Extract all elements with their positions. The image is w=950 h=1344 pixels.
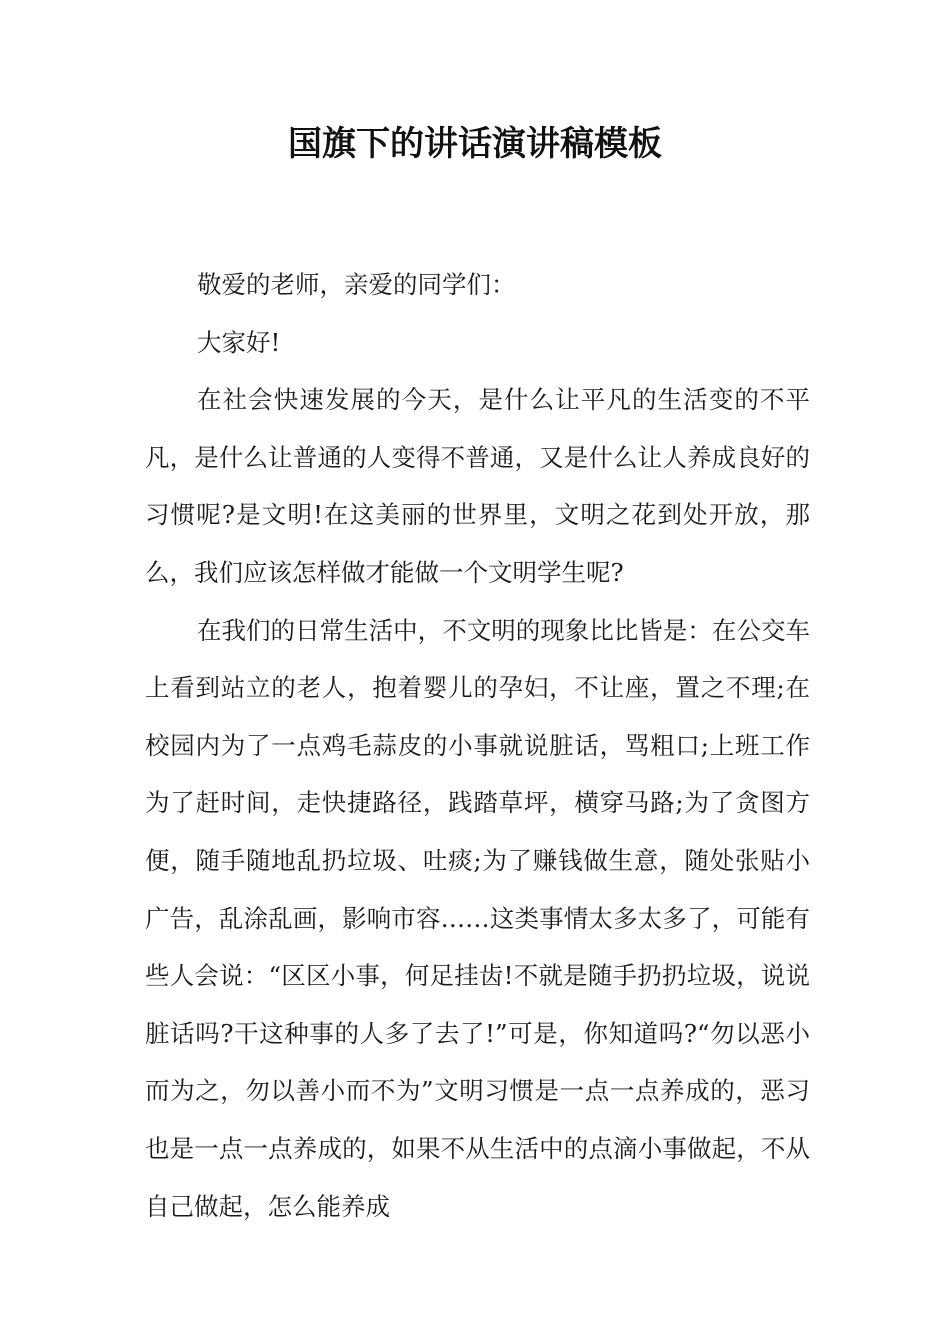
greeting-paragraph: 大家好! bbox=[197, 327, 281, 357]
body-paragraph: 在我们的日常生活中，不文明的现象比比皆是：在公交车上看到站立的老人，抱着婴儿的孕妇，不让座，置之不理;在校园内为了一点鸡毛蒜皮的小事就说脏话，骂粗口;上班工作为了赶时间，走快捷路径，践踏草坪，横穿马路;为了贪图方便，随手随地乱扔垃圾、吐痰;为了赚钱做生意，随处张贴小广告，乱涂乱画，影响市容……这类事情太多太多了，可能有些人会说：“区区小事，何足挂齿!不就是随手扔扔垃圾，说说脏话吗?干这种事的人多了去了!”可是，你知道吗?“勿以恶小而为之，勿以善小而不为”文明习惯是一点一点养成的，恶习也是一点一点养成的，如果不从生活中的点滴小事做起，不从自己做起，怎么能养成 bbox=[145, 615, 810, 1221]
page-title: 国旗下的讲话演讲稿模板 bbox=[288, 124, 662, 164]
body-paragraph: 在社会快速发展的今天，是什么让平凡的生活变的不平凡，是什么让普通的人变得不普通，又是什么让人养成良好的习惯呢?是文明!在这美丽的世界里，文明之花到处开放，那么，我们应该怎样做才能做一个文明学生呢? bbox=[145, 385, 810, 587]
salutation-paragraph: 敬爱的老师，亲爱的同学们： bbox=[197, 270, 516, 299]
document-body bbox=[145, 256, 810, 1235]
